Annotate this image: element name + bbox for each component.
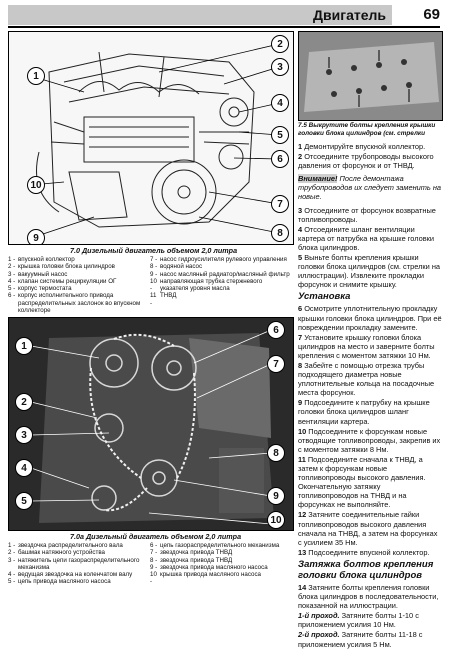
callout-6: 6 — [267, 321, 285, 339]
paragraph: 1-й проход. Затяните болты 1-10 с приложением усилия 10 Нм. — [298, 611, 419, 630]
callout-9: 9 — [267, 487, 285, 505]
legend-item: 1 - звездочка распределительного вала — [8, 542, 123, 549]
callout-9: 9 — [27, 229, 45, 245]
callout-1: 1 — [15, 337, 33, 355]
paragraph: 12 Затяните соединительные гайки топливопроводов высокого давления сначала на ТНВД, а затем на форсунках с усилием 35 Нм. — [298, 510, 438, 547]
legend-item: 4 - клапан системы рециркуляции ОГ — [8, 277, 117, 285]
legend-item: 9 - звездочка привода масляного насоса — [150, 563, 268, 571]
figure-legend-left — [8, 542, 150, 586]
page-header — [8, 4, 440, 28]
paragraph: 6 Осмотрите уплотнительную прокладку крышки головки блока цилиндров. При её повреждении прокладку замените. — [298, 304, 442, 332]
callout-3: 3 — [271, 58, 289, 76]
paragraph: 2-й проход. Затяните болты 11-18 с приложением усилия 5 Нм. — [298, 630, 423, 649]
callout-5: 5 — [271, 126, 289, 144]
legend-item: 10 - направляющая трубка стержневого указателя уровня масла — [150, 277, 263, 293]
callout-5: 5 — [15, 492, 33, 510]
section-heading: Установка — [298, 291, 351, 303]
engine-illustration — [8, 31, 294, 245]
legend-item: 3 - вакуумный насос — [8, 270, 68, 278]
figure-caption: 7.5 Выкрутите болты крепления крышки головки блока цилиндров (см. стрелки — [298, 122, 436, 137]
legend-item: 7 - звездочка привода ТНВД — [150, 549, 233, 557]
callout-2: 2 — [271, 35, 289, 53]
paragraph: 2 Отсоедините трубопроводы высокого давления от форсунок и от ТНВД. — [298, 152, 434, 171]
callout-8: 8 — [271, 224, 289, 242]
cover-bolts-photo — [298, 31, 443, 121]
paragraph: 1 Демонтируйте впускной коллектор. — [298, 142, 426, 151]
paragraph: 3 Отсоедините от форсунок возвратные топливопроводы. — [298, 205, 436, 224]
timing-chain-photo — [8, 317, 294, 531]
paragraph: 5 Выньте болты крепления крышки головки блока цилиндров (см. стрелки на иллюстрации). Извлеките прокладки форсунок и снимите крышку. — [298, 253, 441, 290]
paragraph: 9 Подсоедините к патрубку на крышке головки блока цилиндров шланг вентиляции картера. — [298, 398, 430, 426]
legend-item: 7 - насос гидроусилителя рулевого управления — [150, 256, 287, 263]
legend-item: 8 - водяной насос — [150, 263, 203, 271]
legend-item: 4 - ведущая звездочка на коленчатом валу — [8, 571, 133, 579]
paragraph: 13 Подсоедините впускной коллектор. — [298, 547, 430, 557]
figure-caption: 7.0 Дизельный двигатель объемом 2,0 литра — [70, 246, 238, 255]
paragraph: 7 Установите крышку головки блока цилиндров на место и заверните болты крепления с моментом затяжки 10 Нм. — [298, 332, 435, 360]
figure-caption: 7.0а Дизельный двигатель объемом 2,0 литра — [70, 532, 242, 541]
callout-4: 4 — [15, 459, 33, 477]
paragraph: 11 Подсоедините сначала к ТНВД, а затем к форсункам новые топливопроводы высокого давления. Окончательную затяжку топливопроводов на ТНВД и на форсунках не выполняйте. — [298, 454, 426, 510]
cover-bolts-drawing — [299, 32, 442, 120]
paragraph: 8 Забейте с помощью отрезка трубы подходящего диаметра новые уплотнительные кольца на посадочные места форсунок. — [298, 360, 435, 398]
timing-chain-drawing — [9, 318, 293, 530]
figure-legend-right — [150, 256, 292, 307]
callout-7: 7 — [271, 195, 289, 213]
legend-item: 5 - корпус термостата — [8, 285, 72, 293]
figure-legend-left — [8, 256, 150, 314]
legend-item: 8 - звездочка привода ТНВД — [150, 556, 233, 564]
warning-note: Внимание! После демонтажа трубопроводов их следует заменить на новые. — [298, 174, 442, 202]
paragraph: 4 Отсоедините шланг вентиляции картера от патрубка на крышке головки блока цилиндров. — [298, 224, 435, 252]
callout-6: 6 — [271, 150, 289, 168]
callout-1: 1 — [27, 67, 45, 85]
legend-item: 2 - крышка головки блока цилиндров — [8, 263, 115, 271]
callout-3: 3 — [15, 426, 33, 444]
paragraph: 10 Подсоедините к форсункам новые отводящие топливопроводы, закрепив их с моментом затяжки 8 Нм. — [298, 426, 441, 454]
callout-2: 2 — [15, 393, 33, 411]
legend-item: 10 - крышка привода масляного насоса — [150, 571, 261, 586]
legend-item: 1 - впускной коллектор — [8, 256, 75, 263]
right-column-text — [298, 122, 442, 650]
legend-item: 3 - натяжитель цепи газораспределительного механизма — [8, 556, 140, 571]
legend-item: 6 - корпус исполнительного привода распределительных заслонок во впускном коллекторе — [8, 292, 141, 315]
callout-10: 10 — [267, 511, 285, 529]
callout-10: 10 — [27, 176, 45, 194]
legend-item: 11 - ТНВД — [150, 292, 177, 307]
legend-item: 5 - цепь привода масляного насоса — [8, 578, 111, 586]
callout-8: 8 — [267, 444, 285, 462]
figure-legend-right — [150, 542, 292, 586]
callout-4: 4 — [271, 94, 289, 112]
legend-item: 6 - цепь газораспределительного механизма — [150, 542, 280, 549]
paragraph: 14 Затяните болты крепления головки блока цилиндров в последовательности, показанной на иллюстрации. — [298, 582, 439, 611]
engine-drawing — [9, 32, 293, 244]
callout-7: 7 — [267, 355, 285, 373]
section-heading: Затяжка болтов крепления головки блока цилиндров — [298, 558, 434, 581]
legend-item: 2 - башмак натяжного устройства — [8, 549, 105, 557]
legend-item: 9 - насос масляный радиатор/масляный фильтр — [150, 270, 290, 278]
section-title: Двигатель — [8, 5, 392, 25]
page-number: 69 — [423, 6, 440, 23]
